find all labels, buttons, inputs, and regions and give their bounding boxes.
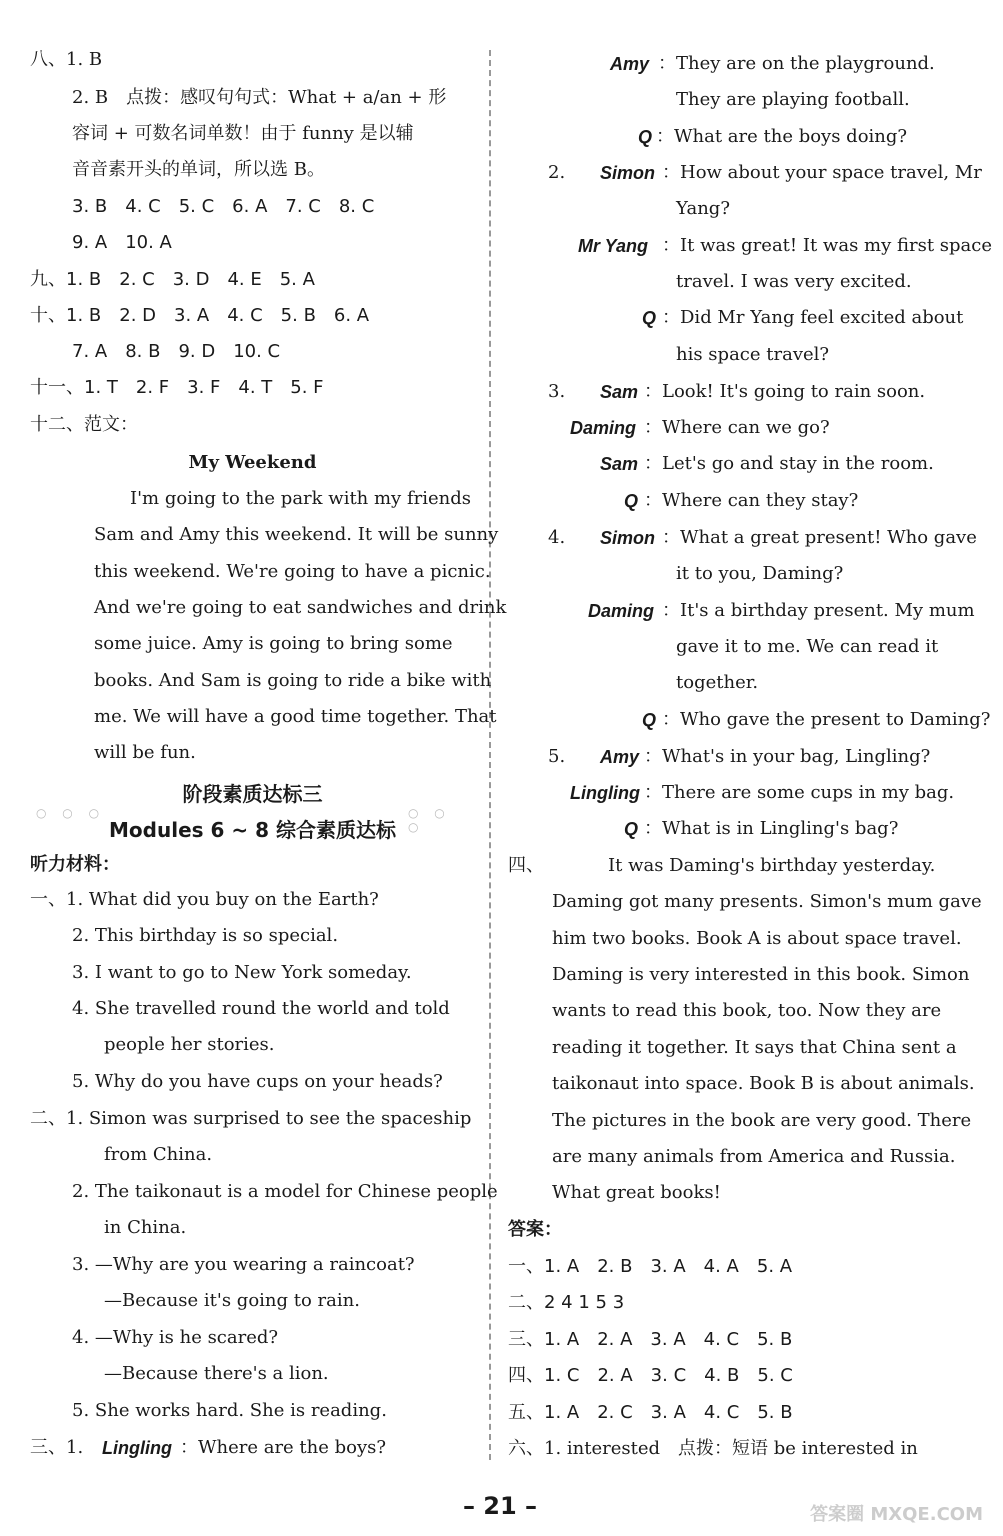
- dialog-text: Yang?: [676, 198, 730, 219]
- speaker-name: Sam: [600, 454, 639, 474]
- dialog-text: ：Where are the boys?: [180, 1437, 387, 1458]
- er-item: 4. —Why is he scared?: [72, 1327, 279, 1348]
- section-si-label: 四、: [508, 855, 544, 876]
- passage-line: him two books. Book A is about space travel.: [552, 928, 962, 949]
- essay-line: this weekend. We're going to have a picnic.: [94, 561, 491, 582]
- column-divider: [489, 50, 491, 1460]
- er-item: from China.: [104, 1144, 213, 1165]
- section-ba-q2: 2. B 点拨：感叹句句式：What + a/an + 形: [72, 87, 447, 108]
- essay-line: I'm going to the park with my friends: [130, 488, 471, 509]
- passage-line: reading it together. It says that China sent a: [552, 1037, 957, 1058]
- er-item: —Because there's a lion.: [104, 1363, 329, 1384]
- section-ba-q2-line2: 容词 + 可数名词单数！由于 funny 是以辅: [72, 123, 414, 144]
- speaker-name: Q: [642, 710, 657, 730]
- dialog-text: travel. I was very excited.: [676, 271, 912, 292]
- passage-line: are many animals from America and Russia.: [552, 1146, 956, 1167]
- decor-dots-right: ○ ○ ○: [408, 806, 451, 834]
- dialog-text: ：There are some cups in my bag.: [644, 782, 955, 803]
- speaker-name: Simon: [600, 163, 656, 183]
- er-item: 2. The taikonaut is a model for Chinese people: [72, 1181, 498, 1202]
- passage-line: The pictures in the book are very good. There: [552, 1110, 972, 1131]
- dialog-text: ：Let's go and stay in the room.: [644, 453, 934, 474]
- dialog-text: ：Where can they stay?: [644, 490, 859, 511]
- essay-line: And we're going to eat sandwiches and drink: [94, 597, 507, 618]
- passage-line: Daming is very interested in this book. Simon: [552, 964, 970, 985]
- er-item: 5. She works hard. She is reading.: [72, 1400, 387, 1421]
- dialog-text: it to you, Daming?: [676, 563, 844, 584]
- section-ba-q2-line3: 音音素开头的单词，所以选 B。: [72, 159, 325, 180]
- section-ba-row4: 9. A 10. A: [72, 232, 172, 253]
- passage-line: What great books!: [552, 1182, 721, 1203]
- speaker-name: Lingling: [570, 783, 640, 803]
- answer-row: 四、1. C 2. A 3. C 4. B 5. C: [508, 1365, 793, 1386]
- passage-line: It was Daming's birthday yesterday.: [608, 855, 936, 876]
- dialog-text: ：It was great! It was my first space: [662, 235, 993, 256]
- dialog-text: ：How about your space travel, Mr: [662, 162, 982, 183]
- dialog-text: ：What a great present! Who gave: [662, 527, 977, 548]
- er-item: 二、1. Simon was surprised to see the spaceship: [30, 1108, 472, 1129]
- dialog-text: ：What is in Lingling's bag?: [644, 818, 899, 839]
- dialog-text: ：What's in your bag, Lingling?: [644, 746, 931, 767]
- answer-row: 六、1. interested 点拨：短语 be interested in: [508, 1438, 918, 1459]
- dialog-text: ：Look! It's going to rain soon.: [644, 381, 926, 402]
- speaker-name: Simon: [600, 528, 656, 548]
- dialog-text: ：Did Mr Yang feel excited about: [662, 307, 964, 328]
- section-ba-q1: 八、1. B: [30, 49, 103, 70]
- yi-item: 3. I want to go to New York someday.: [72, 962, 412, 983]
- dialog-text: ：Who gave the present to Daming?: [662, 709, 991, 730]
- essay-title: My Weekend: [188, 452, 317, 473]
- er-item: —Because it's going to rain.: [104, 1290, 360, 1311]
- dialog-text: ：It's a birthday present. My mum: [662, 600, 975, 621]
- answer-row: 一、1. A 2. B 3. A 4. A 5. A: [508, 1256, 793, 1277]
- passage-line: Daming got many presents. Simon's mum gave: [552, 891, 982, 912]
- page-number: – 21 –: [462, 1492, 538, 1520]
- dialog-number: 2.: [548, 162, 566, 183]
- section-ba-row3: 3. B 4. C 5. C 6. A 7. C 8. C: [72, 196, 375, 217]
- yi-item: 5. Why do you have cups on your heads?: [72, 1071, 443, 1092]
- dialog-number: 5.: [548, 746, 566, 767]
- answer-row: 五、1. A 2. C 3. A 4. C 5. B: [508, 1402, 793, 1423]
- speaker-name: Mr Yang: [578, 236, 649, 256]
- yi-item: 4. She travelled round the world and told: [72, 998, 450, 1019]
- answer-label: 答案：: [508, 1219, 562, 1240]
- yi-item: 2. This birthday is so special.: [72, 925, 339, 946]
- speaker-name: Q: [624, 491, 639, 511]
- passage-line: taikonaut into space. Book B is about animals.: [552, 1073, 975, 1094]
- essay-line: will be fun.: [94, 742, 196, 763]
- section-shiyi: 十一、1. T 2. F 3. F 4. T 5. F: [30, 377, 324, 398]
- dialog-text: his space travel?: [676, 344, 830, 365]
- speaker-name: Sam: [600, 382, 639, 402]
- answer-row: 二、2 4 1 5 3: [508, 1292, 625, 1313]
- dialog-text: They are playing football.: [676, 89, 910, 110]
- speaker-name: Q: [624, 819, 639, 839]
- speaker-name: Q: [642, 308, 657, 328]
- essay-line: Sam and Amy this weekend. It will be sunny: [94, 524, 499, 545]
- yi-item: 一、1. What did you buy on the Earth?: [30, 889, 379, 910]
- section-shi: 十、1. B 2. D 3. A 4. C 5. B 6. A: [30, 305, 370, 326]
- essay-line: me. We will have a good time together. That: [94, 706, 497, 727]
- speaker-name: Q: [638, 127, 653, 147]
- dialog-text: together.: [676, 672, 759, 693]
- watermark: 答案圈 MXQE.COM: [810, 1504, 983, 1525]
- dialog-text: ：They are on the playground.: [658, 53, 935, 74]
- passage-line: wants to read this book, too. Now they are: [552, 1000, 942, 1021]
- dialog-text: ：What are the boys doing?: [656, 126, 908, 147]
- speaker-name: Daming: [588, 601, 655, 621]
- listening-label: 听力材料：: [30, 854, 120, 875]
- section-shier: 十二、范文：: [30, 414, 138, 435]
- er-item: 3. —Why are you wearing a raincoat?: [72, 1254, 415, 1275]
- dialog-text: ：Where can we go?: [644, 417, 830, 438]
- essay-line: some juice. Amy is going to bring some: [94, 633, 453, 654]
- answer-row: 三、1. A 2. A 3. A 4. C 5. B: [508, 1329, 793, 1350]
- speaker-name: Amy: [610, 54, 650, 74]
- section-jiu: 九、1. B 2. C 3. D 4. E 5. A: [30, 269, 315, 290]
- speaker-name: Daming: [570, 418, 637, 438]
- decor-dots-left: ○ ○ ○: [36, 806, 106, 820]
- dialog-number: 4.: [548, 527, 566, 548]
- speaker-name: Lingling: [102, 1438, 172, 1458]
- stage-title: 阶段素质达标三: [182, 782, 323, 806]
- yi-item: people her stories.: [104, 1034, 275, 1055]
- san-prefix: 三、1.: [30, 1437, 84, 1458]
- er-item: in China.: [104, 1217, 187, 1238]
- dialog-number: 3.: [548, 381, 566, 402]
- section-shi-row2: 7. A 8. B 9. D 10. C: [72, 341, 281, 362]
- dialog-text: gave it to me. We can read it: [676, 636, 939, 657]
- essay-line: books. And Sam is going to ride a bike with: [94, 670, 492, 691]
- speaker-name: Amy: [600, 747, 640, 767]
- module-title: Modules 6 ~ 8 综合素质达标: [109, 818, 396, 842]
